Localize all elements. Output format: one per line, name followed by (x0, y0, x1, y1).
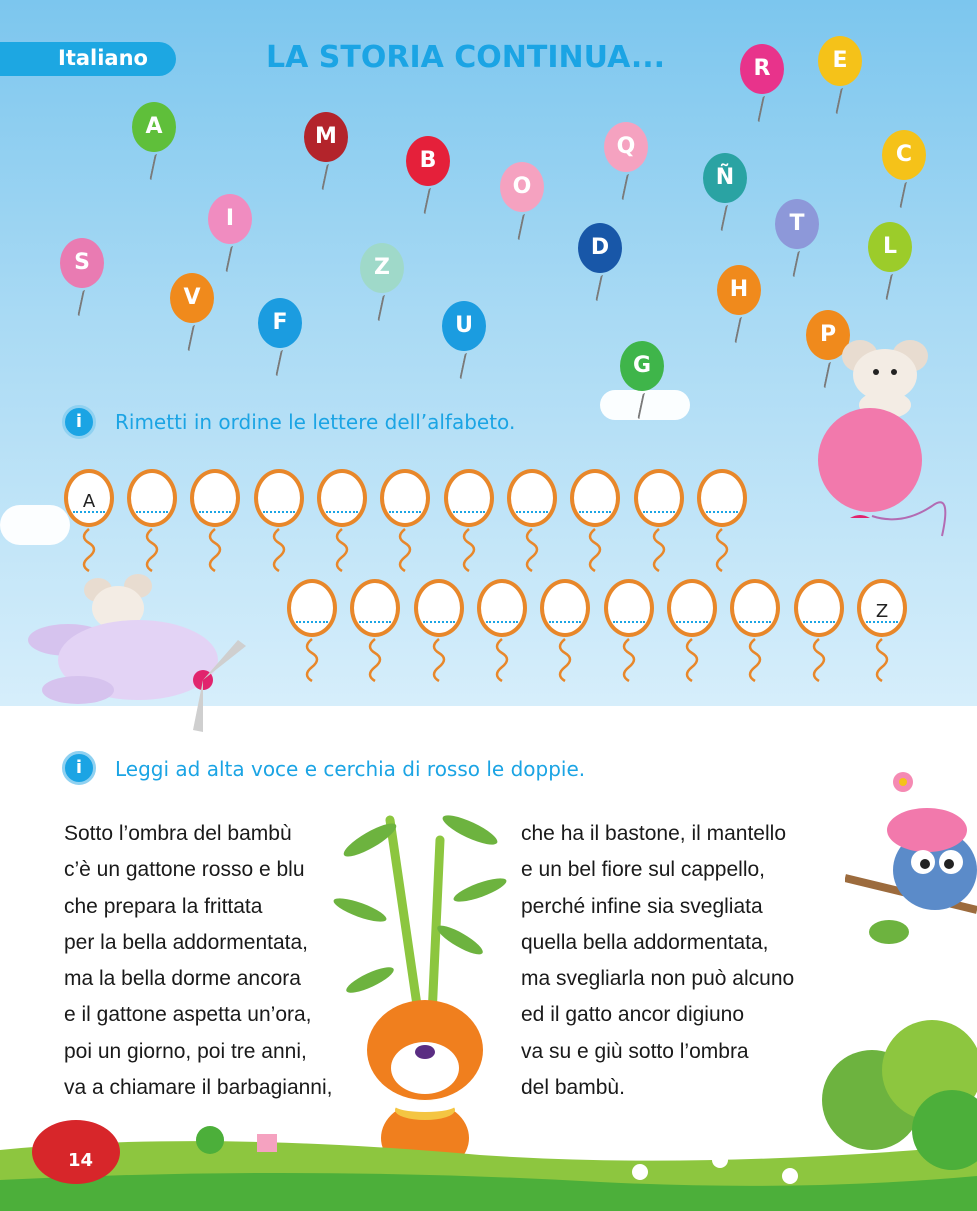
letter-slot[interactable] (507, 469, 557, 527)
balloon-letter: O (500, 162, 544, 212)
letter-slot[interactable] (317, 469, 367, 527)
poem-line: ma svegliarla non può alcuno (521, 967, 795, 991)
balloon-letter: U (442, 301, 486, 351)
letter-slot-value: A (82, 491, 96, 512)
poem-line: va su e giù sotto l’ombra (521, 1039, 749, 1063)
balloon-letter: B (406, 136, 450, 186)
balloon-letter: C (882, 130, 926, 180)
balloon-letter: I (208, 194, 252, 244)
cloud (715, 745, 805, 777)
balloon-letter: H (717, 265, 761, 315)
poem-line: e il gattone aspetta un’ora, (64, 1003, 312, 1027)
poem-line: perché infine sia svegliata (521, 894, 763, 918)
balloon-letter: Z (360, 243, 404, 293)
letter-slot[interactable] (444, 469, 494, 527)
poem-line: va a chiamare il barbagianni, (64, 1076, 333, 1100)
letter-slot[interactable] (414, 579, 464, 637)
poem-line: Sotto l’ombra del bambù (64, 822, 292, 845)
info-icon: i (62, 405, 96, 439)
exercise2-instruction: Leggi ad alta voce e cerchia di rosso le doppie. (115, 757, 586, 781)
mouse-on-balloon-illustration (810, 320, 960, 540)
letter-slot[interactable] (190, 469, 240, 527)
balloon-letter: Ñ (703, 153, 747, 203)
balloon-letter: E (818, 36, 862, 86)
letter-slot[interactable] (540, 579, 590, 637)
balloon-letter: L (868, 222, 912, 272)
letter-slot[interactable] (857, 579, 907, 637)
poem-column-left (64, 816, 333, 1106)
balloon-strings-row2 (287, 637, 917, 689)
letter-slot[interactable] (697, 469, 747, 527)
poem-line: ed il gatto ancor digiuno (521, 1003, 744, 1027)
poem-column-right (521, 816, 794, 1106)
poem-line: che prepara la frittata (64, 894, 263, 918)
page-title: LA STORIA CONTINUA... (266, 40, 666, 75)
balloon-letter: S (60, 238, 104, 288)
letter-slot[interactable] (477, 579, 527, 637)
poem-line: poi un giorno, poi tre anni, (64, 1039, 307, 1063)
poem-line: ma la bella dorme ancora (64, 967, 301, 991)
letter-slot[interactable] (254, 469, 304, 527)
subject-tab-label: Italiano (58, 46, 148, 70)
balloon-letter: A (132, 102, 176, 152)
letter-slot-value: Z (875, 601, 889, 622)
poem-line: quella bella addormentata, (521, 930, 769, 954)
letter-slot[interactable] (667, 579, 717, 637)
letter-slot[interactable] (350, 579, 400, 637)
balloon-letter: Q (604, 122, 648, 172)
letter-slot[interactable] (127, 469, 177, 527)
subject-tab (0, 42, 176, 76)
letter-slot[interactable] (794, 579, 844, 637)
exercise1-instruction: Rimetti in ordine le lettere dell’alfabeto. (115, 410, 516, 434)
balloon-letter: F (258, 298, 302, 348)
balloon-letter: T (775, 199, 819, 249)
page-number: 14 (68, 1150, 94, 1171)
letter-slot[interactable] (380, 469, 430, 527)
letter-slot[interactable] (64, 469, 114, 527)
letter-slot[interactable] (570, 469, 620, 527)
letter-slot[interactable] (287, 579, 337, 637)
balloon-letter: V (170, 273, 214, 323)
balloon-letter: D (578, 223, 622, 273)
mouse-airplane-illustration (18, 560, 248, 735)
letter-slot[interactable] (730, 579, 780, 637)
owl-illustration (845, 760, 977, 960)
poem-line: per la bella addormentata, (64, 930, 308, 954)
balloon-letter: P (806, 310, 850, 360)
poem-line: e un bel fiore sul cappello, (521, 858, 765, 882)
balloon-letter: G (620, 341, 664, 391)
letter-slot[interactable] (634, 469, 684, 527)
poem-line: c’è un gattone rosso e blu (64, 858, 305, 882)
cloud (0, 505, 70, 545)
balloon-letter: R (740, 44, 784, 94)
info-icon: i (62, 751, 96, 785)
letter-slot[interactable] (604, 579, 654, 637)
balloon-letter: M (304, 112, 348, 162)
bushes-illustration (812, 1010, 977, 1170)
poem-line: del bambù. (521, 1076, 625, 1100)
poem-line: che ha il bastone, il mantello (521, 822, 786, 845)
